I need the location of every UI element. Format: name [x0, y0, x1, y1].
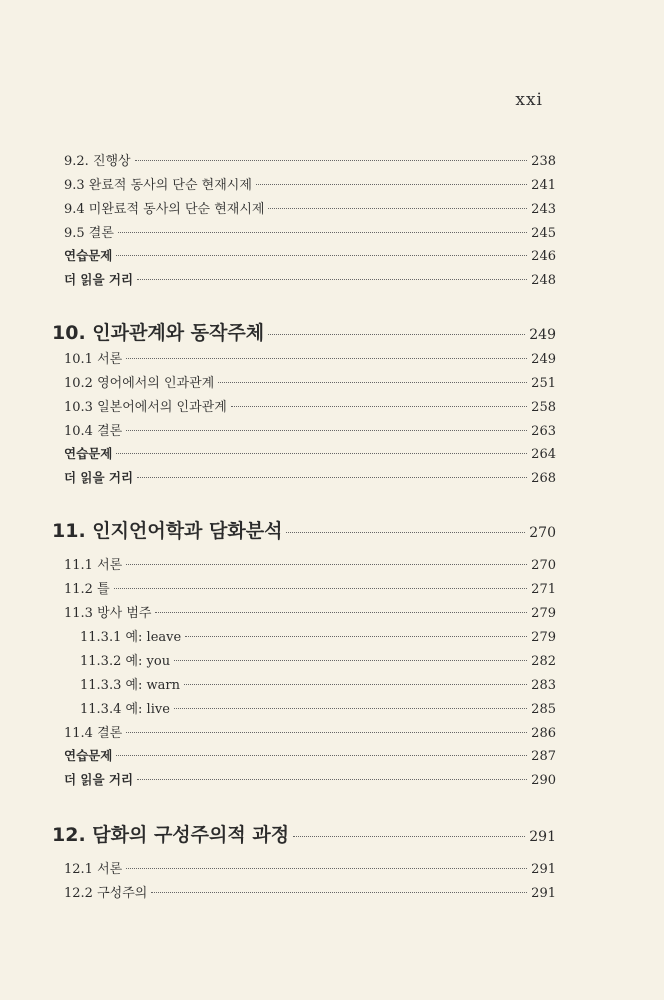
- leader-dots: [114, 588, 528, 589]
- leader-dots: [135, 160, 528, 161]
- toc-entry-page: 290: [531, 773, 556, 788]
- toc-entry-page: 258: [531, 400, 556, 415]
- toc-entry-label: 9.4 미완료적 동사의 단순 현재시제: [64, 202, 265, 217]
- toc-entry-label: 12.2 구성주의: [64, 886, 148, 901]
- toc-entry-label: 11.3.3 예: warn: [80, 678, 181, 693]
- toc-chapter-label: 11. 인지언어학과 담화분석: [52, 520, 283, 542]
- toc-entry-label: 10.3 일본어에서의 인과관계: [64, 400, 227, 415]
- toc-entry-page: 264: [531, 447, 556, 462]
- toc-entry-page: 249: [531, 352, 556, 367]
- toc-entry-label: 11.4 결론: [64, 726, 123, 741]
- toc-entry: [64, 198, 556, 217]
- toc-entry: [80, 650, 556, 669]
- toc-entry-page: 279: [531, 606, 556, 621]
- leader-dots: [126, 430, 527, 431]
- leader-dots: [126, 732, 527, 733]
- toc-entry-label: 11.3.2 예: you: [80, 654, 171, 669]
- toc-entry-page: 279: [531, 630, 556, 645]
- leader-dots: [151, 892, 527, 893]
- toc-entry: [64, 746, 556, 764]
- leader-dots: [137, 477, 527, 478]
- toc-entry: [64, 554, 556, 573]
- toc-chapter-label: 10. 인과관계와 동작주체: [52, 322, 265, 344]
- leader-dots: [174, 660, 527, 661]
- toc-entry-label: 연습문제: [64, 748, 113, 763]
- toc-entry: [80, 698, 556, 717]
- toc-entry-label: 연습문제: [64, 446, 113, 461]
- toc-entry: [64, 858, 556, 877]
- toc-entry-page: 245: [531, 226, 556, 241]
- toc-chapter-heading: [52, 516, 556, 543]
- toc-entry-page: 246: [531, 249, 556, 264]
- toc-entry: [64, 174, 556, 193]
- toc-entry-page: 286: [531, 726, 556, 741]
- toc-entry-label: 12.1 서론: [64, 862, 123, 877]
- toc-entry-page: 270: [531, 558, 556, 573]
- leader-dots: [293, 836, 525, 837]
- leader-dots: [155, 612, 527, 613]
- toc-entry-label: 연습문제: [64, 248, 113, 263]
- toc-entry: [64, 770, 556, 788]
- toc-entry-label: 9.3 완료적 동사의 단순 현재시제: [64, 178, 252, 193]
- leader-dots: [137, 779, 527, 780]
- leader-dots: [126, 564, 527, 565]
- toc-entry: [64, 722, 556, 741]
- leader-dots: [116, 755, 527, 756]
- toc-entry: [64, 222, 556, 241]
- leader-dots: [126, 358, 527, 359]
- toc-entry: [64, 396, 556, 415]
- leader-dots: [137, 279, 527, 280]
- leader-dots: [185, 636, 527, 637]
- leader-dots: [184, 684, 527, 685]
- toc-entry-page: 243: [531, 202, 556, 217]
- toc-entry: [64, 420, 556, 439]
- leader-dots: [174, 708, 527, 709]
- toc-entry-label: 더 읽을 거리: [64, 772, 134, 787]
- toc-entry: [64, 444, 556, 462]
- toc-entry-label: 더 읽을 거리: [64, 272, 134, 287]
- toc-entry-label: 10.2 영어에서의 인과관계: [64, 376, 215, 391]
- leader-dots: [218, 382, 527, 383]
- toc-entry: [64, 602, 556, 621]
- leader-dots: [268, 334, 525, 335]
- toc-entry-label: 11.2 틀: [64, 582, 110, 597]
- toc-entry-page: 251: [531, 376, 556, 391]
- toc-entry-page: 238: [531, 154, 556, 169]
- toc-entry-page: 291: [531, 886, 556, 901]
- toc-entry-label: 10.4 결론: [64, 424, 123, 439]
- toc-entry: [64, 348, 556, 367]
- toc-entry: [64, 882, 556, 901]
- toc-chapter-label: 12. 담화의 구성주의적 과정: [52, 824, 290, 846]
- toc-entry-page: 248: [531, 273, 556, 288]
- leader-dots: [231, 406, 527, 407]
- toc-entry-page: 291: [531, 862, 556, 877]
- toc-entry-page: 270: [529, 525, 556, 541]
- toc-chapter-heading: [52, 318, 556, 345]
- toc-entry-page: 291: [529, 829, 556, 845]
- toc-entry-page: 285: [531, 702, 556, 717]
- toc-entry: [64, 578, 556, 597]
- toc-entry-page: 282: [531, 654, 556, 669]
- toc-entry: [80, 626, 556, 645]
- leader-dots: [256, 184, 527, 185]
- page-number: xxi: [515, 90, 543, 110]
- toc-entry: [64, 246, 556, 264]
- toc-entry-label: 9.2. 진행상: [64, 154, 131, 169]
- toc-entry: [64, 372, 556, 391]
- leader-dots: [116, 453, 527, 454]
- toc-entry-page: 241: [531, 178, 556, 193]
- toc-entry: [64, 270, 556, 288]
- leader-dots: [126, 868, 527, 869]
- toc-entry-page: 268: [531, 471, 556, 486]
- toc-entry-page: 249: [529, 327, 556, 343]
- toc-entry-page: 271: [531, 582, 556, 597]
- toc-entry-label: 11.3.1 예: leave: [80, 630, 182, 645]
- toc-entry-label: 11.3.4 예: live: [80, 702, 170, 717]
- toc-entry-page: 263: [531, 424, 556, 439]
- toc-entry: [64, 468, 556, 486]
- toc-entry: [80, 674, 556, 693]
- toc-entry-page: 283: [531, 678, 556, 693]
- toc-entry-label: 11.3 방사 범주: [64, 606, 152, 621]
- toc-entry-label: 9.5 결론: [64, 226, 114, 241]
- toc-entry: [64, 150, 556, 169]
- leader-dots: [268, 208, 527, 209]
- toc-entry-label: 더 읽을 거리: [64, 470, 134, 485]
- leader-dots: [118, 232, 527, 233]
- toc-chapter-heading: [52, 820, 556, 847]
- toc-entry-label: 10.1 서론: [64, 352, 123, 367]
- toc-entry-page: 287: [531, 749, 556, 764]
- leader-dots: [116, 255, 527, 256]
- leader-dots: [286, 532, 525, 533]
- toc-entry-label: 11.1 서론: [64, 558, 123, 573]
